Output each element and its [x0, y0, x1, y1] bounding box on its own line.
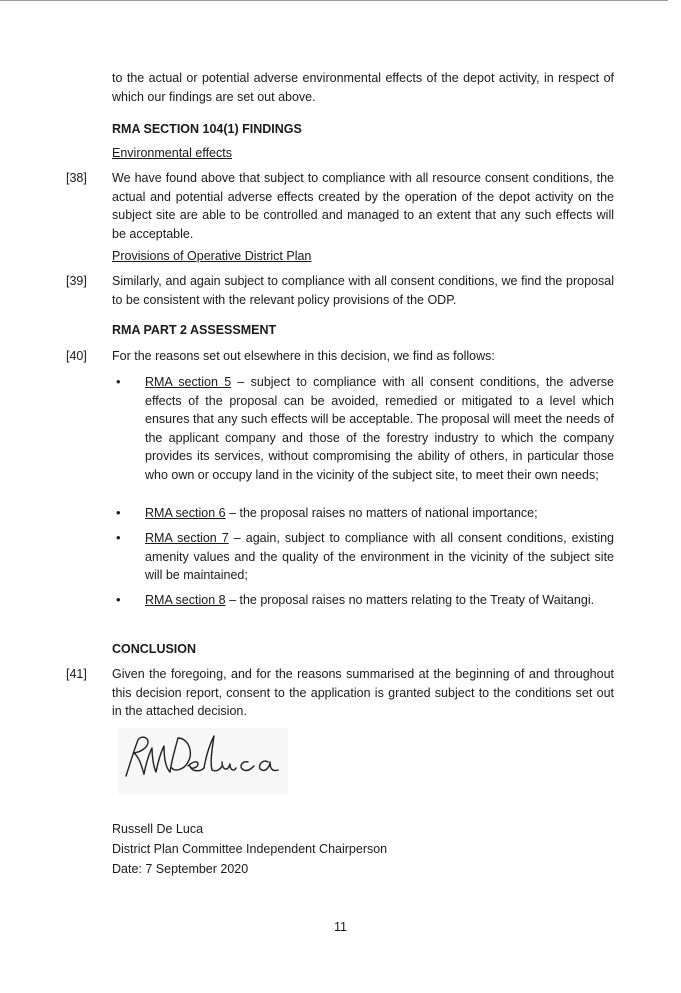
bullet-marker: •	[116, 505, 121, 520]
section-6-ref: RMA section 6	[145, 506, 226, 520]
section-8-ref: RMA section 8	[145, 593, 226, 607]
bullet-section-6	[145, 504, 614, 523]
para-38-number: [38]	[66, 171, 87, 185]
section-6-text: – the proposal raises no matters of national importance;	[225, 506, 538, 520]
section-5-ref: RMA section 5	[145, 375, 232, 389]
top-rule	[0, 0, 668, 1]
para-40-number: [40]	[66, 349, 87, 363]
bullet-marker: •	[116, 530, 121, 545]
para-39-text: Similarly, and again subject to compliance with all consent conditions, we find the proposal to be consistent with the relevant policy provisions of the ODP.	[112, 274, 614, 307]
bullet-section-5	[145, 373, 614, 484]
s104-heading: RMA SECTION 104(1) FINDINGS	[112, 122, 302, 136]
bullet-marker: •	[116, 592, 121, 607]
section-7-ref: RMA section 7	[145, 531, 229, 545]
intro-continuation: to the actual or potential adverse environmental effects of the depot activity, in respect of which our findings are set out above.	[112, 71, 614, 104]
para-41-text: Given the foregoing, and for the reasons summarised at the beginning of and throughout this decision report, consent to the application is granted subject to the conditions set out in the attached decision.	[112, 667, 614, 718]
para-39-number: [39]	[66, 274, 87, 288]
section-7-text: – again, subject to compliance with all consent conditions, existing amenity values and the quality of the environment in the vicinity of the subject site will be maintained;	[145, 531, 614, 582]
part2-heading: RMA PART 2 ASSESSMENT	[112, 323, 277, 337]
bullet-section-7	[145, 529, 614, 585]
signatory-title: District Plan Committee Independent Chairperson	[112, 842, 388, 856]
section-8-text: – the proposal raises no matters relating to the Treaty of Waitangi.	[225, 593, 595, 607]
odp-subheading: Provisions of Operative District Plan	[112, 249, 312, 263]
bullet-section-8	[145, 591, 614, 610]
para-41-number: [41]	[66, 667, 87, 681]
signature-date: Date: 7 September 2020	[112, 862, 249, 876]
section-5-text: – subject to compliance with all consent conditions, the adverse effects of the proposal can be avoided, remedied or mitigated to a level which ensures that any such effects will be acceptable. The proposal will meet the needs of the applicant company and those of the forestry industry to which the company provides its services, without compromising the ability of others, in particular those who own or occupy land in the vicinity of the subject site, to meet their own needs;	[145, 375, 615, 482]
signatory-name: Russell De Luca	[112, 822, 204, 836]
para-38-text: We have found above that subject to compliance with all resource consent conditions, the actual and potential adverse effects created by the operation of the depot activity on the subject site are able to be controlled and managed to an extent that any such effects will be acceptable.	[112, 171, 614, 241]
page-number: 11	[334, 920, 347, 934]
signature	[118, 728, 288, 794]
bullet-marker: •	[116, 374, 121, 389]
env-effects-subheading: Environmental effects	[112, 146, 232, 160]
conclusion-heading: CONCLUSION	[112, 642, 197, 656]
para-40-text: For the reasons set out elsewhere in this decision, we find as follows:	[112, 349, 495, 363]
